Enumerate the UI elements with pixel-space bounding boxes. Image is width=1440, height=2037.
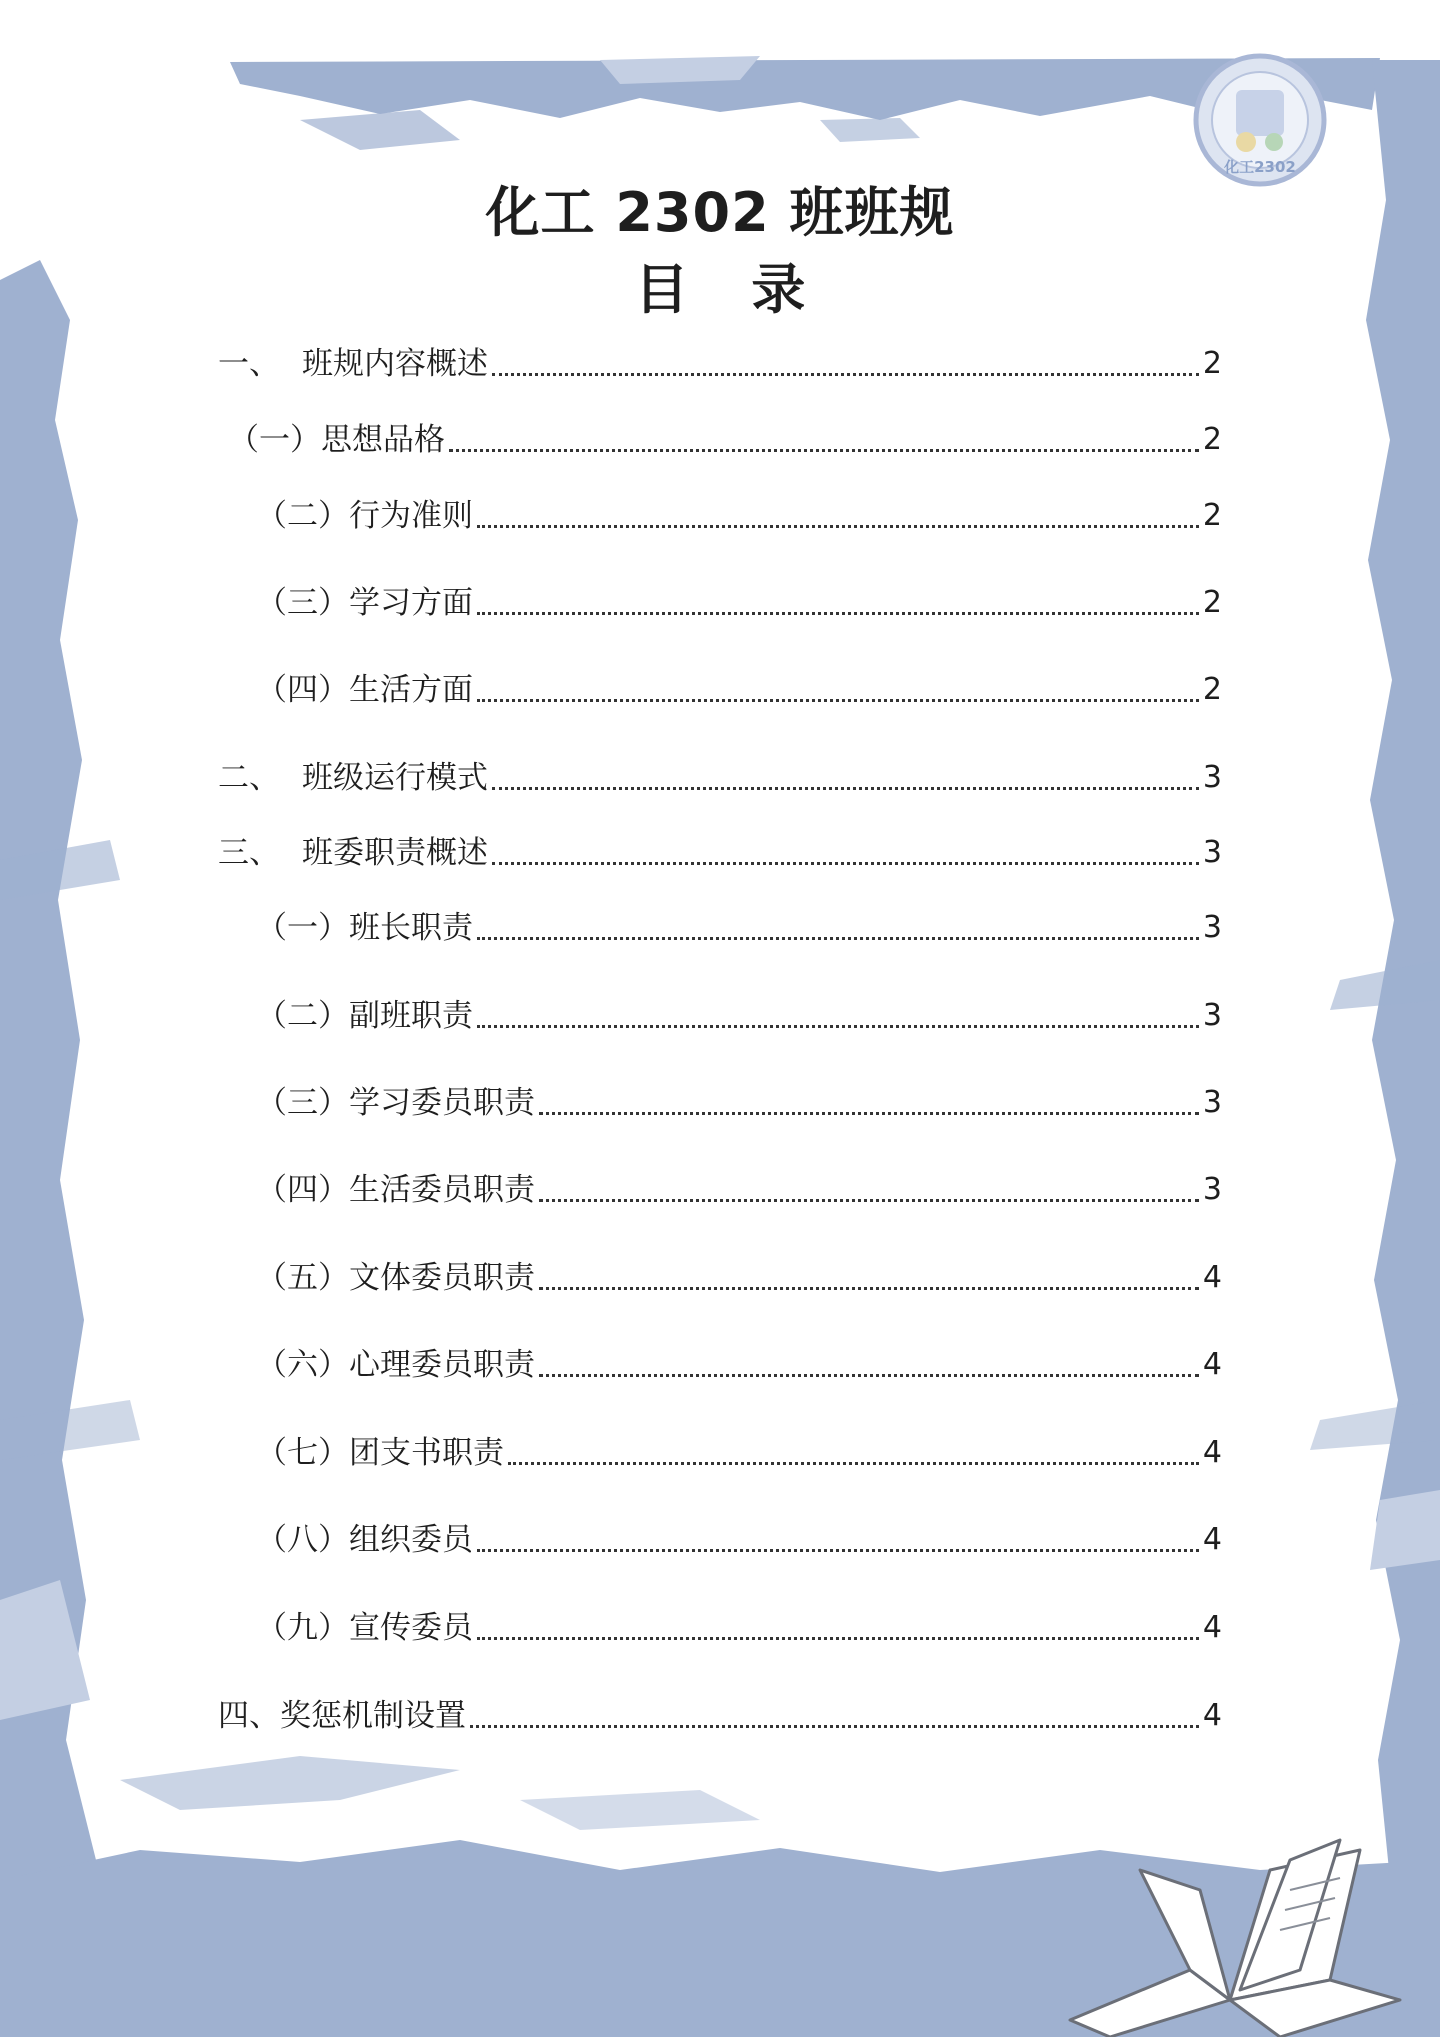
- toc-entry[interactable]: [256, 1168, 1222, 1212]
- toc-entry-label: 团支书职责: [349, 1435, 504, 1471]
- toc-entry-label: 副班职责: [349, 998, 473, 1034]
- toc-leader-dots: [477, 699, 1199, 702]
- toc-leader-dots: [539, 1374, 1199, 1377]
- toc-leader-dots: [470, 1725, 1199, 1728]
- toc-entry[interactable]: [256, 994, 1222, 1038]
- toc-heading: 目 录: [634, 258, 828, 321]
- toc-entry-page: 2: [1202, 346, 1222, 381]
- toc-entry-number: （一）: [228, 422, 321, 458]
- toc-entry[interactable]: [218, 1694, 1222, 1738]
- toc-entry-number: （六）: [256, 1347, 349, 1383]
- toc-entry-number: （五）: [256, 1260, 349, 1296]
- toc-leader-dots: [477, 612, 1199, 615]
- toc-entry-label: 思想品格: [321, 422, 445, 458]
- toc-entry-page: 3: [1202, 1172, 1222, 1207]
- toc-entry-number: （二）: [256, 498, 349, 534]
- toc-entry-page: 4: [1202, 1522, 1222, 1557]
- toc-leader-dots: [477, 1549, 1199, 1552]
- toc-entry-page: 2: [1202, 422, 1222, 457]
- toc-entry-page: 2: [1202, 585, 1222, 620]
- toc-entry[interactable]: [228, 418, 1222, 462]
- seal-text: 化工2302: [1224, 158, 1296, 176]
- toc-leader-dots: [477, 1637, 1199, 1640]
- toc-entry[interactable]: [256, 906, 1222, 950]
- toc-entry-number: （八）: [256, 1522, 349, 1558]
- toc-entry-page: 4: [1202, 1260, 1222, 1295]
- toc-entry-number: （七）: [256, 1435, 349, 1471]
- toc-entry[interactable]: [256, 581, 1222, 625]
- toc-entry-number: （一）: [256, 910, 349, 946]
- toc-entry-number: （九）: [256, 1610, 349, 1646]
- toc-entry[interactable]: [256, 1343, 1222, 1387]
- toc-entry-page: 3: [1202, 910, 1222, 945]
- toc-entry-page: 4: [1202, 1347, 1222, 1382]
- toc-leader-dots: [492, 373, 1199, 376]
- toc-entry[interactable]: [256, 668, 1222, 712]
- toc-entry-page: 3: [1202, 998, 1222, 1033]
- toc-entry-label: 奖惩机制设置: [280, 1698, 466, 1734]
- toc-entry-page: 3: [1202, 1085, 1222, 1120]
- toc-entry-label: 心理委员职责: [349, 1347, 535, 1383]
- toc-entry[interactable]: [218, 342, 1222, 386]
- toc-leader-dots: [477, 525, 1199, 528]
- toc-entry-label: 生活方面: [349, 672, 473, 708]
- toc-entry-number: （二）: [256, 998, 349, 1034]
- toc-entry-number: 一、: [218, 346, 280, 382]
- toc-entry-label: 班规内容概述: [302, 346, 488, 382]
- toc-leader-dots: [508, 1462, 1199, 1465]
- toc-leader-dots: [477, 937, 1199, 940]
- toc-entry-page: 3: [1202, 760, 1222, 795]
- toc-entry-number: （四）: [256, 672, 349, 708]
- toc-entry-page: 4: [1202, 1435, 1222, 1470]
- toc-entry-label: 行为准则: [349, 498, 473, 534]
- toc-entry[interactable]: [256, 1081, 1222, 1125]
- toc-entry-page: 4: [1202, 1698, 1222, 1733]
- toc-entry-number: （四）: [256, 1172, 349, 1208]
- toc-entry-label: 班委职责概述: [302, 835, 488, 871]
- toc-entry-page: 3: [1202, 835, 1222, 870]
- toc-entry[interactable]: [256, 1606, 1222, 1650]
- toc-entry-label: 学习委员职责: [349, 1085, 535, 1121]
- toc-entry-page: 4: [1202, 1610, 1222, 1645]
- toc-leader-dots: [539, 1112, 1199, 1115]
- toc-entry[interactable]: [218, 831, 1222, 875]
- toc-entry-page: 2: [1202, 672, 1222, 707]
- document-title: 化工 2302 班班规: [485, 181, 955, 244]
- toc-entry-number: （三）: [256, 585, 349, 621]
- toc-leader-dots: [539, 1287, 1199, 1290]
- toc-entry-number: 二、: [218, 760, 280, 796]
- toc-entry-label: 班长职责: [349, 910, 473, 946]
- toc-entry-number: （三）: [256, 1085, 349, 1121]
- toc-entry[interactable]: [256, 1518, 1222, 1562]
- toc-leader-dots: [539, 1199, 1199, 1202]
- toc-entry-label: 学习方面: [349, 585, 473, 621]
- toc-leader-dots: [477, 1025, 1199, 1028]
- toc-entry[interactable]: [256, 1256, 1222, 1300]
- toc-entry-number: 四、: [218, 1698, 280, 1734]
- toc-entry-label: 文体委员职责: [349, 1260, 535, 1296]
- toc-leader-dots: [492, 862, 1199, 865]
- toc-entry-number: 三、: [218, 835, 280, 871]
- toc-leader-dots: [449, 449, 1199, 452]
- toc-leader-dots: [492, 787, 1199, 790]
- toc-entry-label: 组织委员: [349, 1522, 473, 1558]
- toc-entry-label: 班级运行模式: [302, 760, 488, 796]
- toc-entry[interactable]: [256, 494, 1222, 538]
- toc-entry-label: 生活委员职责: [349, 1172, 535, 1208]
- toc-entry[interactable]: [256, 1431, 1222, 1475]
- toc-entry-label: 宣传委员: [349, 1610, 473, 1646]
- toc-entry[interactable]: [218, 756, 1222, 800]
- toc-entry-page: 2: [1202, 498, 1222, 533]
